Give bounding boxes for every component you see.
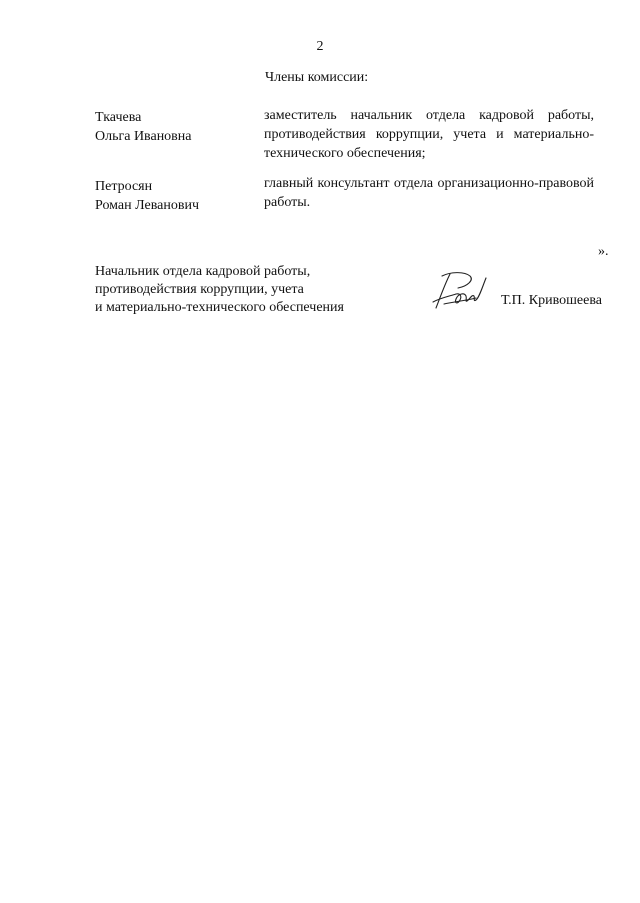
handwritten-signature [430, 268, 492, 312]
signatory-position-line: противодействия коррупции, учета [95, 282, 304, 297]
member-surname: Ткачева [95, 110, 142, 125]
member-role: заместитель начальник отдела кадровой работы, противодействия коррупции, учета и материально-технического обеспечения; [264, 108, 594, 161]
member-surname: Петросян [95, 179, 153, 194]
member-given-names: Роман Леванович [95, 198, 200, 213]
signatory-position [95, 263, 385, 317]
member-role: главный консультант отдела организационно-правовой работы. [264, 176, 594, 210]
signatory-position-line: Начальник отдела кадровой работы, [95, 264, 311, 279]
member-given-names: Ольга Ивановна [95, 129, 192, 144]
closing-quote: ». [598, 244, 609, 259]
member-name [95, 177, 255, 215]
signatory-position-line: и материально-технического обеспечения [95, 300, 344, 315]
page-number: 2 [316, 39, 324, 54]
signatory-name: Т.П. Кривошеева [501, 293, 602, 308]
commission-members-heading: Члены комиссии: [265, 70, 369, 85]
member-name [95, 108, 255, 146]
